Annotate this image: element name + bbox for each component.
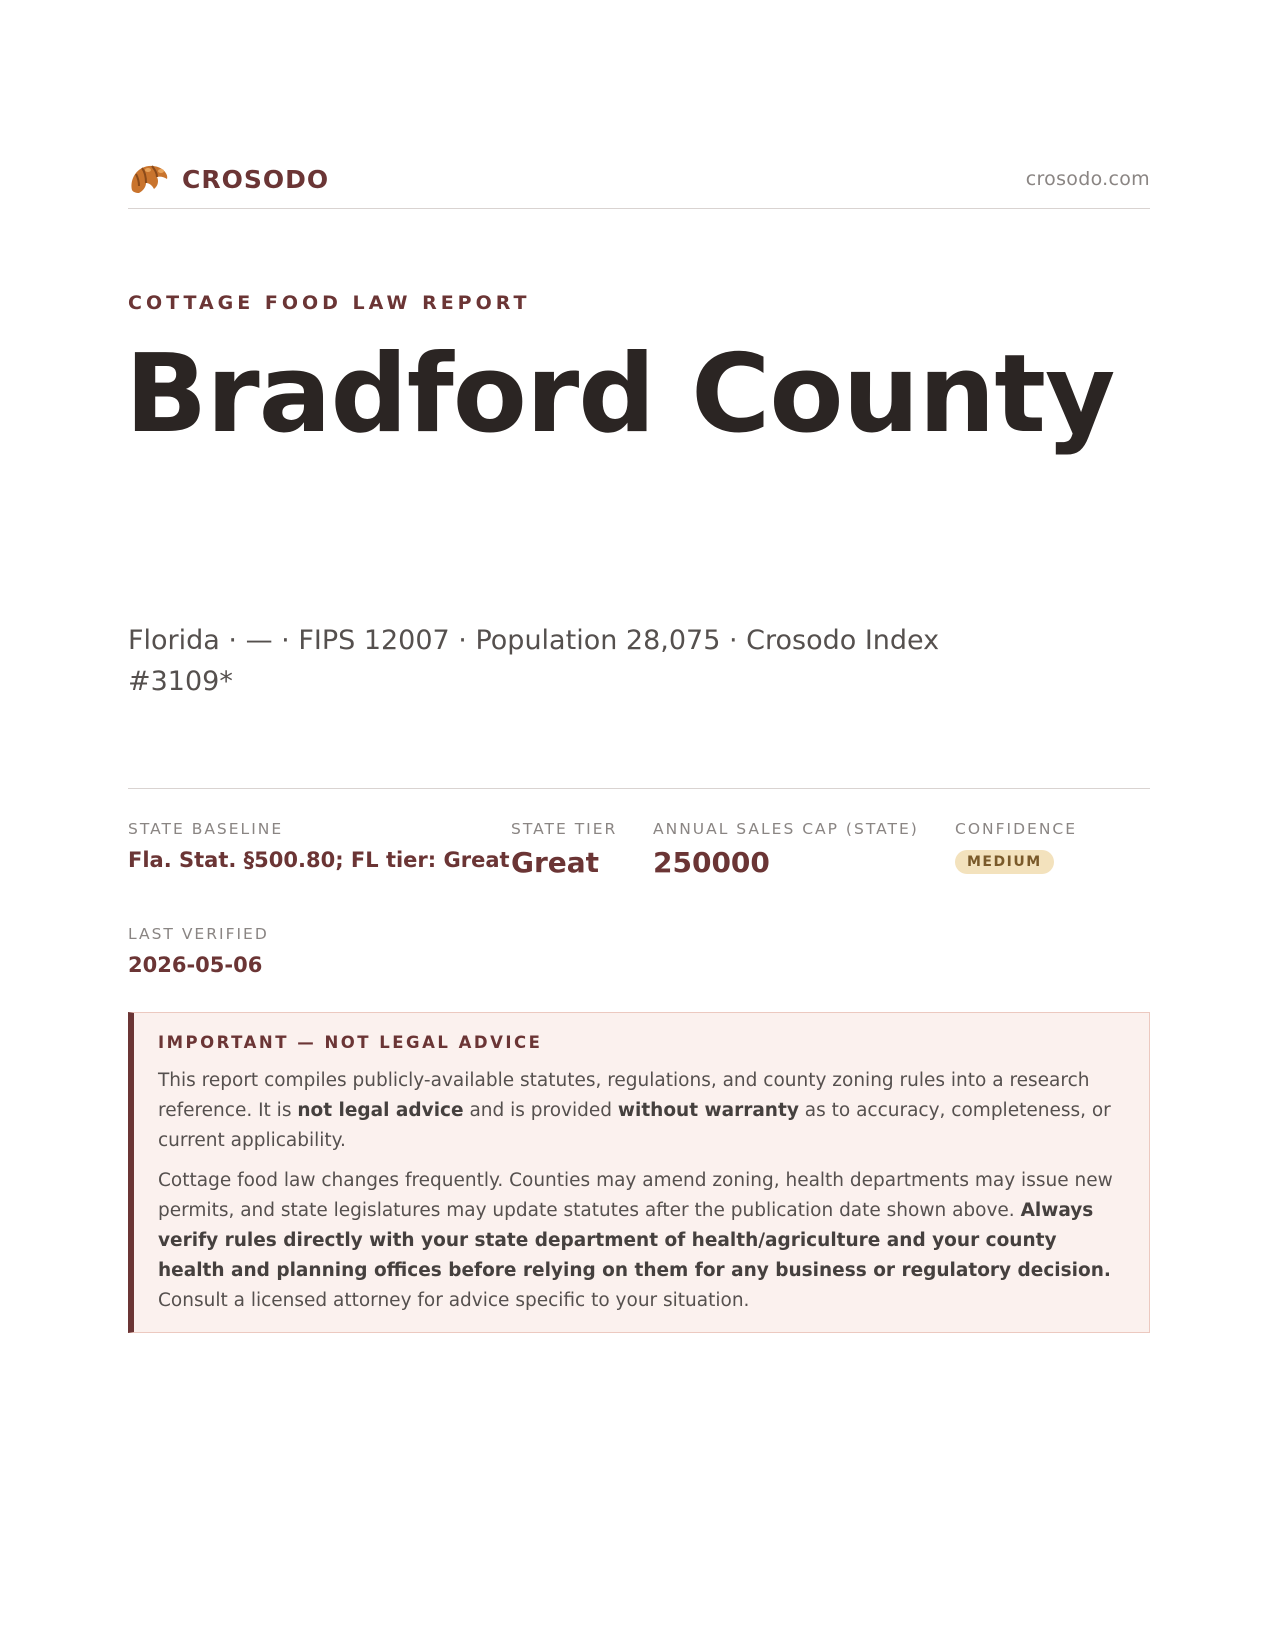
stat-last-verified	[128, 925, 269, 977]
brand	[128, 160, 329, 198]
report-eyebrow: COTTAGE FOOD LAW REPORT	[128, 292, 531, 314]
page-header	[128, 158, 1150, 209]
county-subtitle: Florida · — · FIPS 12007 · Population 28,075 · Crosodo Index #3109*	[128, 625, 940, 697]
stat-value: Great	[511, 846, 600, 879]
notice-text: This report compiles publicly-available statutes, regulations, and county zoning rules into a research reference. It is	[158, 1070, 1090, 1121]
stat-value: 250000	[653, 846, 770, 879]
brand-name: CROSODO	[182, 164, 330, 194]
site-url[interactable]: crosodo.com	[1025, 168, 1150, 190]
notice-paragraph	[158, 1066, 1125, 1156]
notice-title: IMPORTANT — NOT LEGAL ADVICE	[158, 1033, 543, 1052]
legal-notice	[128, 1012, 1150, 1333]
page-title: Bradford County	[125, 332, 1115, 457]
notice-paragraph	[158, 1166, 1125, 1316]
stat-label: ANNUAL SALES CAP (STATE)	[653, 820, 919, 838]
notice-text: Consult a licensed attorney for advice specific to your situation.	[158, 1290, 750, 1311]
croissant-icon	[128, 160, 170, 198]
stat-annual-sales-cap	[653, 820, 919, 879]
notice-emphasis: not legal advice	[297, 1100, 464, 1121]
stat-label: STATE BASELINE	[128, 820, 284, 838]
notice-text: Cottage food law changes frequently. Counties may amend zoning, health departments may issue new permits, and state legislatures may update statutes after the publication date shown above.	[158, 1170, 1113, 1221]
stat-label: LAST VERIFIED	[128, 925, 269, 943]
stat-label: STATE TIER	[511, 820, 618, 838]
stat-label: CONFIDENCE	[955, 820, 1078, 838]
stat-value: Fla. Stat. §500.80; FL tier: Great	[128, 848, 510, 872]
notice-emphasis: Always verify rules directly with your state department of health/agriculture and your county health and planning offices before relying on them for any business or regulatory decision.	[158, 1200, 1111, 1281]
notice-text: and is provided	[463, 1100, 618, 1121]
confidence-badge: MEDIUM	[955, 850, 1054, 874]
stat-value: 2026-05-06	[128, 953, 263, 977]
stat-confidence	[955, 820, 1077, 874]
notice-emphasis: without warranty	[617, 1100, 799, 1121]
section-divider	[128, 788, 1150, 789]
stat-state-tier	[511, 820, 617, 879]
stat-state-baseline	[128, 820, 510, 872]
notice-text: as to accuracy, completeness, or current applicability.	[158, 1100, 1111, 1151]
